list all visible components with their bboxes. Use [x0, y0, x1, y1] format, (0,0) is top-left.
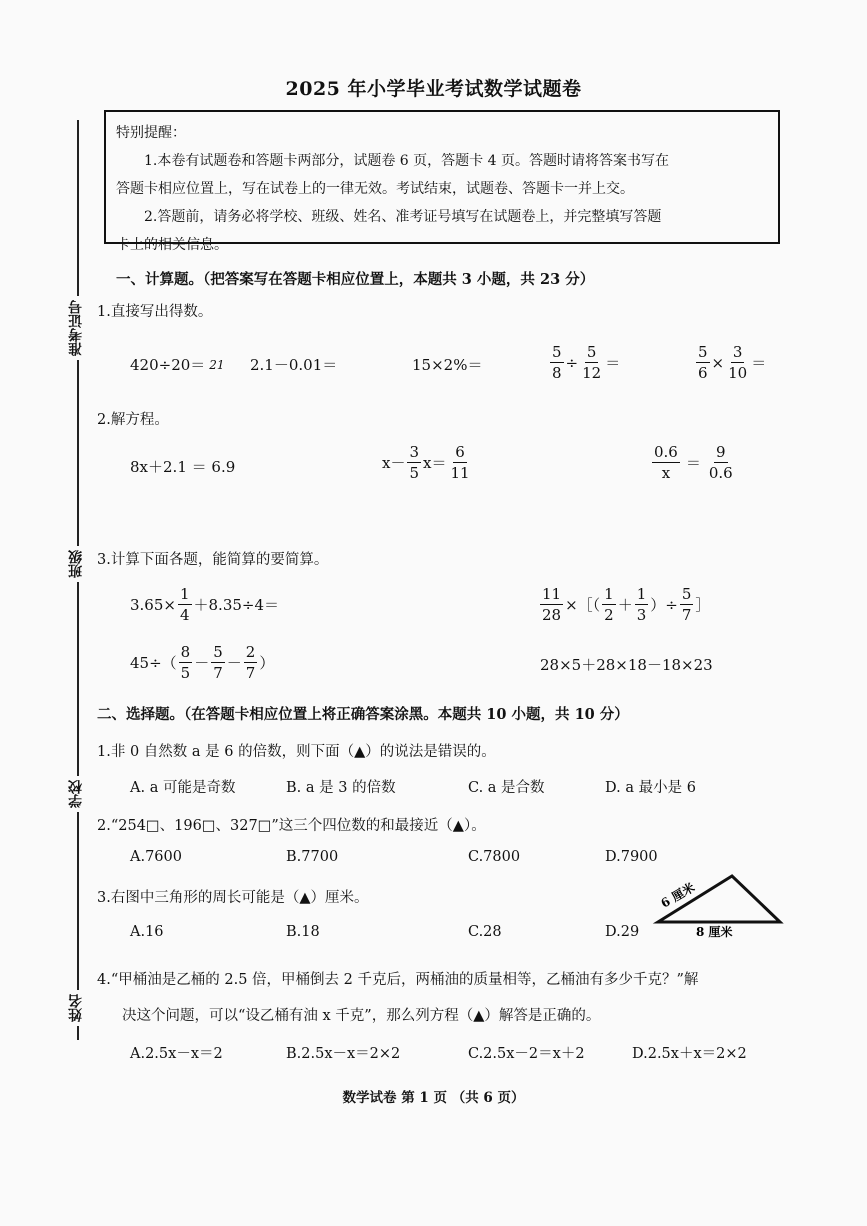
choice-q3-option-b: B.18 [286, 924, 320, 940]
fraction: $\frac{6}{11}$ [450, 443, 470, 482]
fraction: $\frac{5}{12}$ [582, 343, 602, 382]
notice-line: 答题卡相应位置上，写在试卷上的一律无效。考试结束，试题卷、答题卡一并上交。 [116, 181, 634, 197]
side-label-exam-no: 准考证号 [66, 296, 86, 360]
choice-q2-stem: 2.“254□、196□、327□”这三个四位数的和最接近（▲）。 [97, 818, 486, 834]
choice-q4-option-a: A.2.5x－x＝2 [130, 1046, 223, 1062]
notice-line: 2.答题前，请务必将学校、班级、姓名、准考证号填写在试题卷上，并完整填写答题 [144, 209, 662, 225]
handwritten-answer: 21 [209, 357, 225, 372]
fraction: $\frac{3}{5}$ [409, 443, 420, 482]
choice-q2-option-b: B.7700 [286, 849, 339, 865]
choice-q4-stem-line1: 4.“甲桶油是乙桶的 2.5 倍，甲桶倒去 2 千克后，两桶油的质量相等，乙桶油有多少千克？”解 [97, 972, 699, 988]
side-label-name: 姓名 [66, 990, 86, 1026]
side-label-school: 学校 [66, 776, 86, 812]
notice-heading: 特别提醒： [116, 125, 186, 141]
fraction: $\frac{1}{3}$ [636, 585, 647, 624]
choice-q3-option-c: C.28 [468, 924, 502, 940]
choice-q1-stem: 1.非 0 自然数 a 是 6 的倍数，则下面（▲）的说法是错误的。 [97, 744, 496, 760]
equation-3: $\frac{0.6}{x}$ ＝ $\frac{9}{0.6}$ [654, 443, 733, 482]
q3-label: 3.计算下面各题，能简算的要简算。 [97, 552, 329, 568]
choice-q3-stem: 3.右图中三角形的周长可能是（▲）厘米。 [97, 890, 369, 906]
section1-heading: 一、计算题。（把答案写在答题卡相应位置上，本题共 3 小题，共 23 分） [116, 271, 595, 288]
choice-q1-option-b: B. a 是 3 的倍数 [286, 780, 396, 796]
choice-q1-option-d: D. a 最小是 6 [605, 780, 696, 796]
fraction: $\frac{1}{4}$ [179, 585, 190, 624]
fraction: $\frac{1}{2}$ [604, 585, 614, 624]
calc-problem-3: 45÷（ $\frac{8}{5}$ － $\frac{5}{7}$ － $\frac{2}{7}$ ） [130, 643, 275, 682]
fraction: $\frac{2}{7}$ [245, 643, 256, 682]
choice-q4-option-d: D.2.5x＋x＝2×2 [632, 1046, 747, 1062]
fraction: $\frac{11}{28}$ [542, 585, 562, 624]
fraction: $\frac{9}{0.6}$ [708, 443, 733, 482]
fraction: $\frac{8}{5}$ [180, 643, 191, 682]
calc-problem-4: 28×5＋28×18－18×23 [540, 656, 713, 674]
fraction: $\frac{5}{8}$ [552, 343, 562, 382]
oral-calc-4: $\frac{5}{8}$ ÷ $\frac{5}{12}$ ＝ [552, 343, 621, 382]
choice-q4-stem-line2: 决这个问题，可以“设乙桶有油 x 千克”，那么列方程（▲）解答是正确的。 [122, 1008, 601, 1024]
q1-label: 1.直接写出得数。 [97, 304, 213, 320]
notice-line: 卡上的相关信息。 [116, 237, 228, 253]
fraction: $\frac{5}{6}$ [698, 343, 708, 382]
page-footer: 数学试卷 第 1 页 （共 6 页） [342, 1090, 525, 1106]
equation-2: x－ $\frac{3}{5}$ x＝ $\frac{6}{11}$ [382, 443, 470, 482]
oral-calc-1 [130, 354, 225, 375]
equation-1: 8x＋2.1 ＝ 6.9 [130, 458, 236, 476]
notice-box [104, 110, 780, 253]
oral-calc-5: $\frac{5}{6}$ × $\frac{3}{10}$ ＝ [698, 343, 767, 382]
oral-calc-3: 15×2%＝ [412, 356, 483, 374]
side-label-class: 班级 [66, 546, 86, 582]
choice-q3-option-d: D.29 [605, 924, 640, 940]
choice-q2-option-c: C.7800 [468, 849, 521, 865]
expression: 420÷20＝ [130, 356, 206, 374]
triangle-side-label: 6 厘米 [658, 880, 698, 911]
oral-calc-2: 2.1－0.01＝ [250, 356, 338, 374]
triangle-base-label: 8 厘米 [696, 925, 733, 939]
choice-q1-option-a: A. a 可能是奇数 [130, 780, 236, 796]
choice-q1-option-c: C. a 是合数 [468, 780, 545, 796]
page-title: 2025 年小学毕业考试数学试题卷 [285, 78, 582, 100]
notice-line: 1.本卷有试题卷和答题卡两部分，试题卷 6 页，答题卡 4 页。答题时请将答案书写在 [144, 153, 669, 169]
fraction: $\frac{0.6}{x}$ [654, 443, 678, 482]
calc-problem-2: $\frac{11}{28}$ ×［（ $\frac{1}{2}$ ＋ $\frac{1}{3}$ ）÷ $\frac{5}{7}$ ］ [542, 585, 711, 624]
choice-q4-option-c: C.2.5x－2＝x＋2 [468, 1046, 585, 1062]
choice-q2-option-a: A.7600 [130, 849, 182, 865]
fraction: $\frac{5}{7}$ [681, 585, 692, 624]
calc-problem-1: 3.65× $\frac{1}{4}$ ＋8.35÷4＝ [130, 585, 280, 624]
choice-q2-option-d: D.7900 [605, 849, 658, 865]
fraction: $\frac{3}{10}$ [728, 343, 748, 382]
triangle-figure [652, 868, 784, 940]
choice-q3-option-a: A.16 [130, 924, 164, 940]
section2-heading: 二、选择题。（在答题卡相应位置上将正确答案涂黑。本题共 10 小题，共 10 分） [97, 706, 629, 723]
q2-label: 2.解方程。 [97, 412, 169, 428]
fraction: $\frac{5}{7}$ [213, 643, 223, 682]
choice-q4-option-b: B.2.5x－x＝2×2 [286, 1046, 401, 1062]
